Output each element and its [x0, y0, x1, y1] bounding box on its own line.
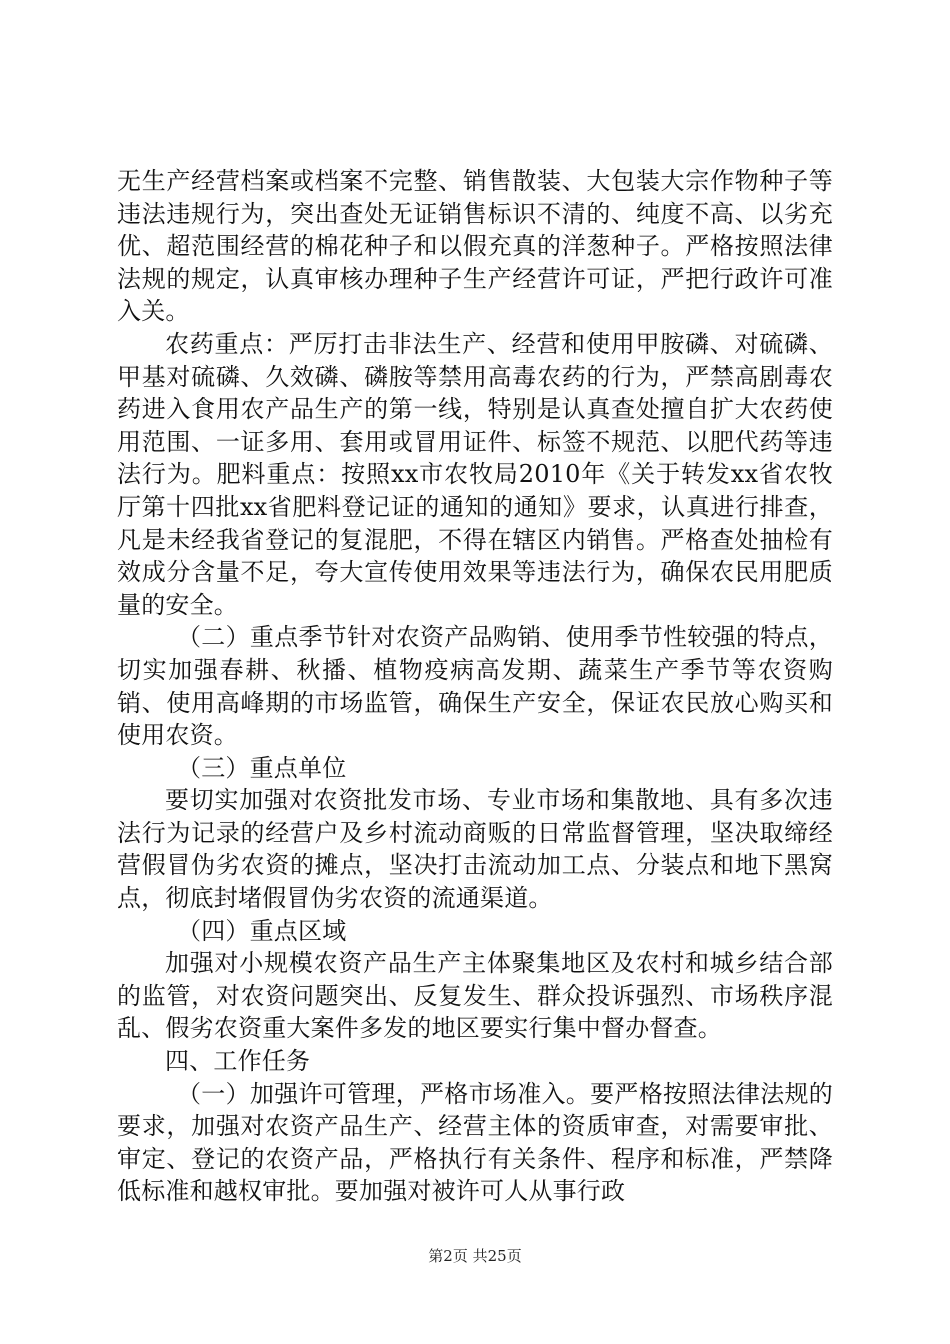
paragraph-licensing: （一）加强许可管理，严格市场准入。要严格按照法律法规的要求，加强对农资产品生产、经营主体的资质审查，对需要审批、审定、登记的农资产品，严格执行有关条件、程序和标准，严禁降低标准和越权审批。要加强对被许可人从事行政	[117, 1079, 833, 1206]
page-number-footer: 第2页 共25页	[428, 1247, 522, 1265]
heading-key-units: （三）重点单位	[177, 753, 347, 782]
heading-key-regions: （四）重点区域	[177, 916, 347, 945]
paragraph-seed-violations: 无生产经营档案或档案不完整、销售散装、大包装大宗作物种子等违法违规行为，突出查处无证销售标识不清的、纯度不高、以劣充优、超范围经营的棉花种子和以假充真的洋葱种子。严格按照法律法规的规定，认真审核办理种子生产经营许可证，严把行政许可准入关。	[117, 167, 833, 326]
paragraph-pesticide-fertilizer: 农药重点：严厉打击非法生产、经营和使用甲胺磷、对硫磷、甲基对硫磷、久效磷、磷胺等禁用高毒农药的行为，严禁高剧毒农药进入食用农产品生产的第一线，特别是认真查处擅自扩大农药使用范围、一证多用、套用或冒用证件、标签不规范、以肥代药等违法行为。肥料重点：按照xx市农牧局2010年《关于转发xx省农牧厅第十四批xx省肥料登记证的通知的通知》要求，认真进行排查，凡是未经我省登记的复混肥，不得在辖区内销售。严格查处抽检有效成分含量不足，夸大宣传使用效果等违法行为，确保农民用肥质量的安全。	[117, 329, 833, 619]
paragraph-key-seasons: （二）重点季节针对农资产品购销、使用季节性较强的特点，切实加强春耕、秋播、植物疫病高发期、蔬菜生产季节等农资购销、使用高峰期的市场监管，确保生产安全，保证农民放心购买和使用农资。	[117, 623, 833, 750]
paragraph-key-regions: 加强对小规模农资产品生产主体聚集地区及农村和城乡结合部的监管，对农资问题突出、反复发生、群众投诉强烈、市场秩序混乱、假劣农资重大案件多发的地区要实行集中督办督查。	[117, 949, 833, 1043]
paragraph-key-units: 要切实加强对农资批发市场、专业市场和集散地、具有多次违法行为记录的经营户及乡村流动商贩的日常监督管理，坚决取缔经营假冒伪劣农资的摊点，坚决打击流动加工点、分装点和地下黑窝点，彻底封堵假冒伪劣农资的流通渠道。	[117, 786, 833, 913]
heading-work-tasks: 四、工作任务	[165, 1047, 311, 1076]
document-body	[117, 165, 833, 1208]
